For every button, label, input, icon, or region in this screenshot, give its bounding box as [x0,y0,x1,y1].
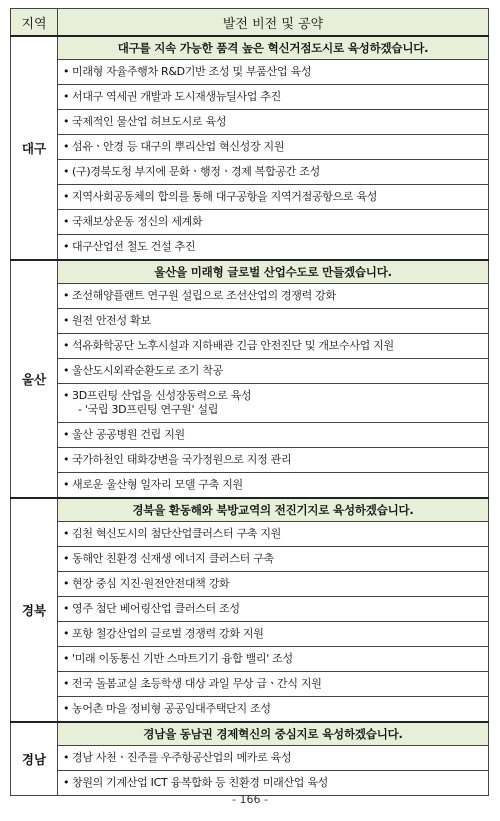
list-item: • 경남 사천ㆍ진주를 우주항공산업의 메카로 육성 [58,746,489,771]
pledge-page [10,8,489,796]
list-item: • 울산도시외곽순환도로 조기 착공 [58,359,489,384]
list-item: • 전국 돌봄교실 초등학생 대상 과일 무상 급ㆍ간식 지원 [58,672,489,697]
list-item: • 국제적인 물산업 허브도시로 육성 [58,110,489,135]
page-number: - 166 - [232,793,268,806]
list-item: • 국채보상운동 정신의 세계화 [58,210,489,235]
pledge-title-gyeongnam: 경남을 동남권 경제혁신의 중심지로 육성하겠습니다. [58,722,489,746]
list-item: • 영주 첨단 베어링산업 클러스터 조성 [58,597,489,622]
list-item: • 국가하천인 태화강변을 국가정원으로 지정 관리 [58,448,489,473]
list-item-text: 3D프린팅 산업을 신성장동력으로 육성 [72,389,252,402]
region-daegu: 대구 [11,36,58,260]
region-title-row-ulsan [11,260,489,284]
pledge-title-daegu: 대구를 지속 가능한 품격 높은 혁신거점도시로 육성하겠습니다. [58,36,489,60]
list-item: • 현장 중심 지진·원전안전대책 강화 [58,572,489,597]
list-item: • 동해안 친환경 신재생 에너지 클러스터 구축 [58,547,489,572]
list-item: • 김천 혁신도시의 첨단산업클러스터 구축 지원 [58,522,489,547]
list-item: • 포항 철강산업의 글로벌 경쟁력 강화 지원 [58,622,489,647]
header-region: 지역 [11,9,58,37]
list-item: • 석유화학공단 노후시설과 지하배관 긴급 안전진단 및 개보수사업 지원 [58,334,489,359]
pledge-title-ulsan: 울산을 미래형 글로벌 산업수도로 만들겠습니다. [58,260,489,284]
pledge-title-gyeongbuk: 경북을 환동해와 북방교역의 전진기지로 육성하겠습니다. [58,498,489,522]
region-gyeongnam: 경남 [11,722,58,796]
sub-item: - '국립 3D프린팅 연구원' 설립 [78,403,219,416]
list-item: • 지역사회공동체의 합의를 통해 대구공항을 지역거점공항으로 육성 [58,185,489,210]
header-vision: 발전 비전 및 공약 [58,9,489,37]
region-gyeongbuk: 경북 [11,498,58,722]
list-item: • '미래 이동통신 기반 스마트기기 융합 밸리' 조성 [58,647,489,672]
list-item [58,384,489,423]
list-item: • 울산 공공병원 건립 지원 [58,423,489,448]
region-title-row-daegu [11,36,489,60]
list-item: • 대구산업선 철도 건설 추진 [58,235,489,261]
list-item: • 서대구 역세권 개발과 도시재생뉴딜사업 추진 [58,85,489,110]
list-item: • 미래형 자율주행차 R&D기반 조성 및 부품산업 육성 [58,60,489,85]
list-item: • 농어촌 마을 정비형 공공임대주택단지 조성 [58,697,489,723]
list-item: • 조선해양플랜트 연구원 설립으로 조선산업의 경쟁력 강화 [58,284,489,309]
table-header-row [11,9,489,37]
list-item: • (구)경북도청 부지에 문화ㆍ행정ㆍ경제 복합공간 조성 [58,160,489,185]
list-item: • 창원의 기계산업 ICT 융복합화 등 친환경 미래산업 육성 [58,771,489,796]
list-item: • 섬유ㆍ안경 등 대구의 뿌리산업 혁신성장 지원 [58,135,489,160]
region-title-row-gyeongnam [11,722,489,746]
region-title-row-gyeongbuk [11,498,489,522]
list-item: • 새로운 울산형 일자리 모델 구축 지원 [58,473,489,499]
region-ulsan: 울산 [11,260,58,498]
pledge-table [10,8,489,796]
list-item: • 원전 안전성 확보 [58,309,489,334]
